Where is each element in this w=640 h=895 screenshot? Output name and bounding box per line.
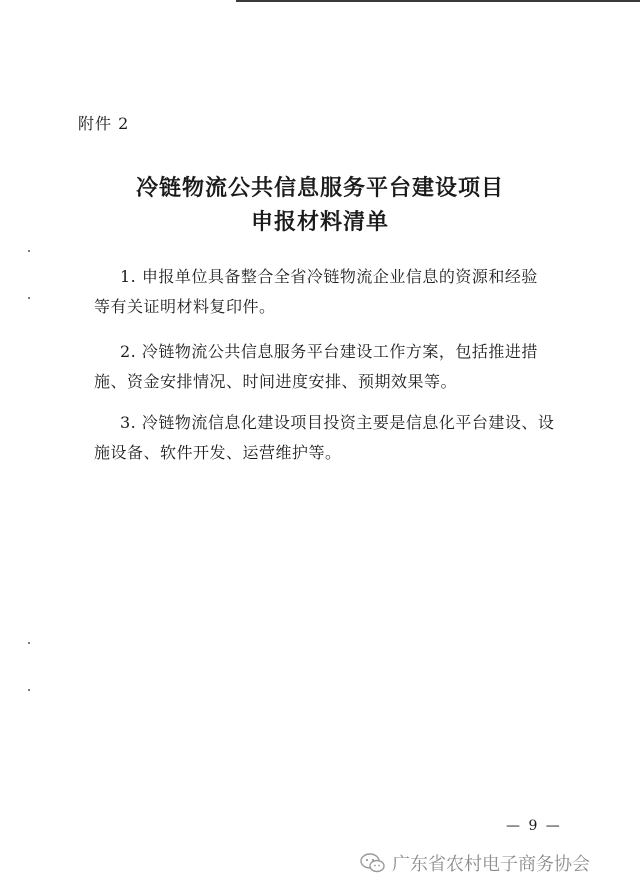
binding-hole-mark xyxy=(28,689,30,691)
source-watermark xyxy=(360,850,590,876)
list-item xyxy=(94,337,574,397)
list-item-line-2: 施设备、软件开发、运营维护等。 xyxy=(94,443,342,462)
top-border-line xyxy=(236,0,640,2)
document-title-line-2: 申报材料清单 xyxy=(250,209,389,235)
list-item-line-1: 2. 冷链物流公共信息服务平台建设工作方案，包括推进措 xyxy=(120,342,538,361)
list-item-line-1: 1. 申报单位具备整合全省冷链物流企业信息的资源和经验 xyxy=(120,267,538,286)
list-item xyxy=(94,262,574,322)
binding-hole-mark xyxy=(28,642,30,644)
binding-hole-mark xyxy=(28,250,30,252)
list-item-line-2: 施、资金安排情况、时间进度安排、预期效果等。 xyxy=(94,372,458,391)
list-item xyxy=(94,408,574,468)
annex-label: 附件 2 xyxy=(78,114,130,133)
watermark-text: 广东省农村电子商务协会 xyxy=(392,854,590,875)
list-item-line-1: 3. 冷链物流信息化建设项目投资主要是信息化平台建设、设 xyxy=(120,413,555,432)
wechat-icon xyxy=(360,852,386,874)
page-number: — 9 — xyxy=(506,818,562,834)
list-item-line-2: 等有关证明材料复印件。 xyxy=(94,297,276,316)
binding-hole-mark xyxy=(28,297,30,299)
document-title-line-1: 冷链物流公共信息服务平台建设项目 xyxy=(135,175,504,201)
